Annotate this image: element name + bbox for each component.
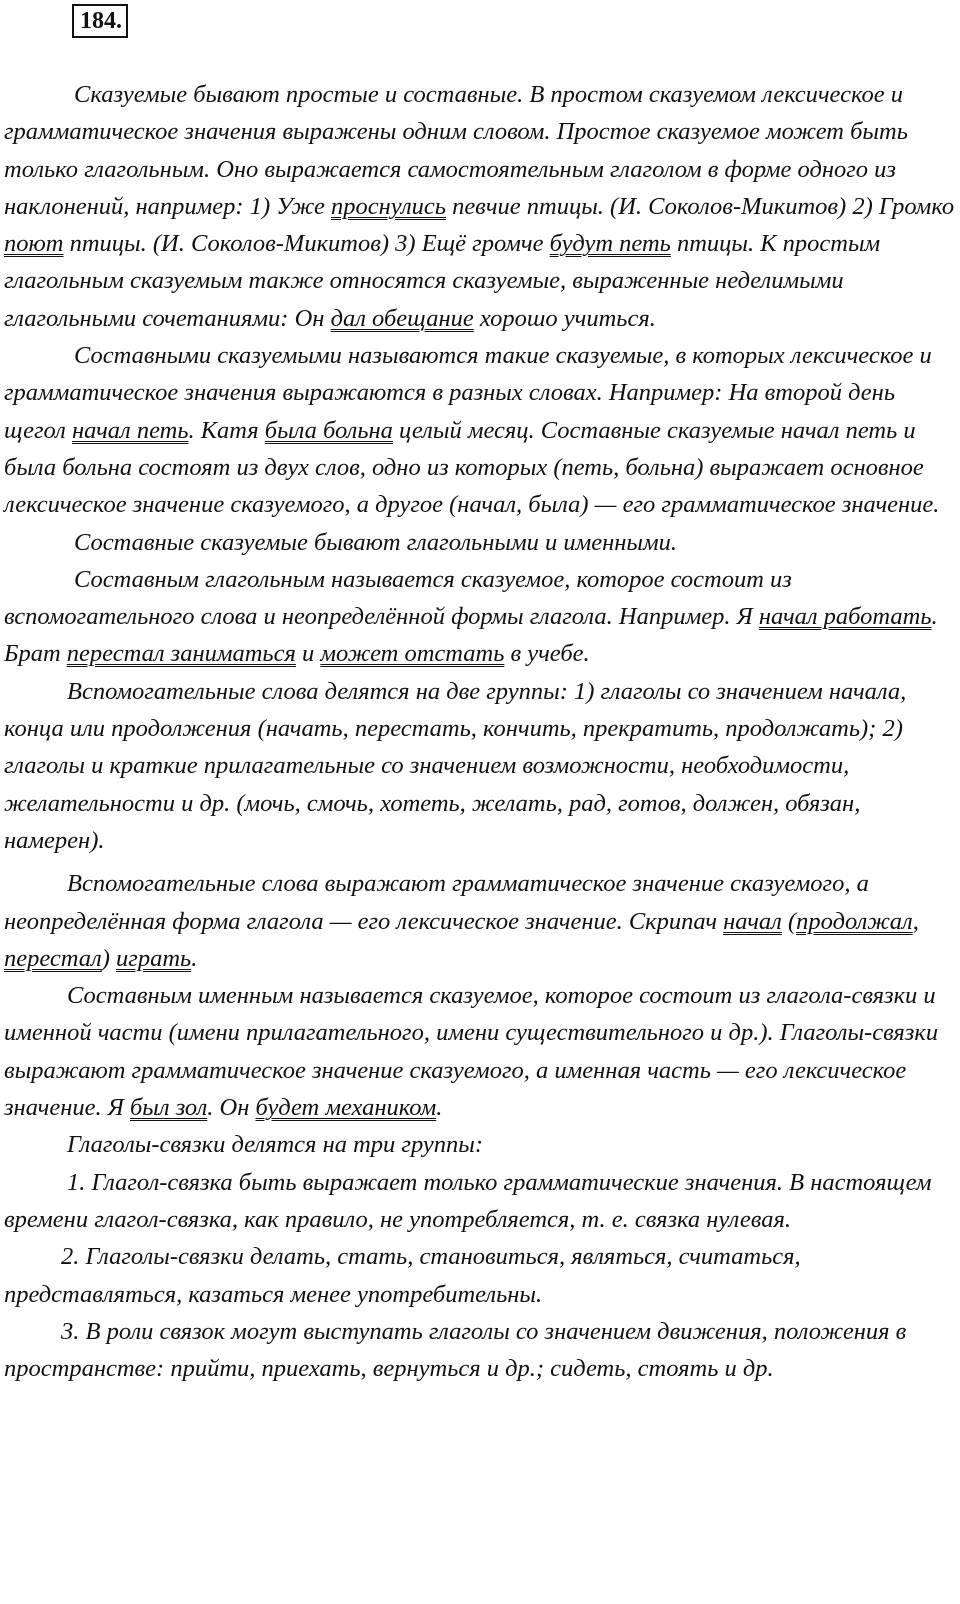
underlined-predicate: была больна (264, 416, 393, 444)
underlined-predicate: начал работать (758, 603, 932, 631)
paragraph-p6 (4, 865, 956, 977)
text-run: Глаголы-связки делятся на три группы: (67, 1131, 484, 1159)
text-run: ( (781, 907, 797, 935)
text-run: ) (101, 944, 117, 972)
paragraph-p3 (4, 524, 956, 561)
paragraph-p11 (4, 1313, 956, 1388)
text-run: целый месяц. Составные сказуемые начал петь и была больна состоят из двух слов, одно из которых (петь, больна) выражает основное лексическое значение сказуемого, а другое (начал, была) — его грамматическое значение. (4, 416, 940, 519)
text-run: и (295, 640, 321, 668)
text-run: Вспомогательные слова выражают грамматическое значение сказуемого, а неопределённая форма глагола — его лексическое значение. Скрипач (4, 870, 869, 935)
text-run: 2. Глаголы-связки делать, стать, становиться, являться, считаться, представляться, казаться менее употребительны. (4, 1243, 801, 1308)
underlined-predicate: проснулись (330, 192, 446, 220)
paragraph-p7 (4, 977, 956, 1126)
text-run: . (191, 944, 198, 972)
underlined-predicate: может отстать (320, 640, 505, 668)
text-run: . (436, 1094, 443, 1122)
text-run: Составным именным называется сказуемое, которое состоит из глагола-связки и именной части (имени прилагательного, имени существительного и др.). Глаголы-связки выражают грамматическое значение сказуемого, а именная часть — его лексическое значение. Я (4, 982, 939, 1122)
text-run: в учебе. (504, 640, 590, 668)
text-run: . Брат (4, 603, 938, 668)
underlined-predicate: был зол (129, 1094, 208, 1122)
text-run: певчие птицы. (И. Соколов-Микитов) 2) Громко (445, 192, 955, 220)
underlined-predicate: играть (116, 944, 192, 972)
text-run: птицы. К простым глагольным сказуемым также относятся сказуемые, выраженные неделимыми глагольными сочетаниями: Он (4, 230, 881, 332)
paragraph-p10 (4, 1238, 956, 1313)
paragraph-p9 (4, 1164, 956, 1239)
underlined-predicate: перестал заниматься (66, 640, 296, 668)
underlined-predicate: будет механиком (255, 1094, 437, 1122)
text-run: хорошо учиться. (473, 304, 656, 332)
paragraph-p4 (4, 561, 956, 673)
text-run: , (912, 907, 919, 935)
text-body (4, 76, 956, 1387)
underlined-predicate: начал (723, 907, 782, 935)
text-run: Сказуемые бывают простые и составные. В простом сказуемом лексическое и грамматическое значения выражены одним словом. Простое сказуемое может быть только глагольным. Оно выражается самостоятельным глаголом в форме одного из наклонений, например: 1) Уже (4, 81, 908, 220)
text-run: птицы. (И. Соколов-Микитов) 3) Ещё громче (63, 230, 550, 258)
text-run: . Он (207, 1094, 256, 1122)
paragraph-p8 (4, 1126, 956, 1163)
underlined-predicate: начал петь (72, 416, 189, 444)
text-run: Вспомогательные слова делятся на две группы: 1) глаголы со значением начала, конца или продолжения (начать, перестать, кончить, прекратить, продолжать); 2) глаголы и краткие прилагательные со значением возможности, необходимости, желательности и др. (мочь, смочь, хотеть, желать, рад, готов, должен, обязан, намерен). (4, 677, 907, 854)
exercise-number: 184. (72, 4, 128, 38)
underlined-predicate: будут петь (549, 230, 671, 258)
text-run: 1. Глагол-связка быть выражает только грамматические значения. В настоящем времени глагол-связка, как правило, не употребляется, т. е. связка нулевая. (4, 1168, 932, 1233)
text-run: 3. В роли связок могут выступать глаголы со значением движения, положения в пространстве: прийти, приехать, вернуться и др.; сидеть, стоять и др. (4, 1317, 907, 1383)
underlined-predicate: поют (4, 230, 64, 258)
underlined-predicate: продолжал (796, 907, 913, 935)
underlined-predicate: перестал (4, 944, 102, 972)
paragraph-p1 (4, 76, 956, 337)
underlined-predicate: дал обещание (330, 304, 474, 332)
text-run: Составными сказуемыми называются такие сказуемые, в которых лексическое и грамматическое значения выражаются в разных словах. Например: На второй день щегол (4, 342, 932, 444)
text-run: . Катя (188, 416, 265, 444)
paragraph-p5 (4, 673, 956, 859)
text-run: Составные сказуемые бывают глагольными и именными. (74, 528, 678, 556)
text-run: Составным глагольным называется сказуемое, которое состоит из вспомогательного слова и неопределённой формы глагола. Например. Я (4, 565, 792, 631)
paragraph-p2 (4, 337, 956, 523)
